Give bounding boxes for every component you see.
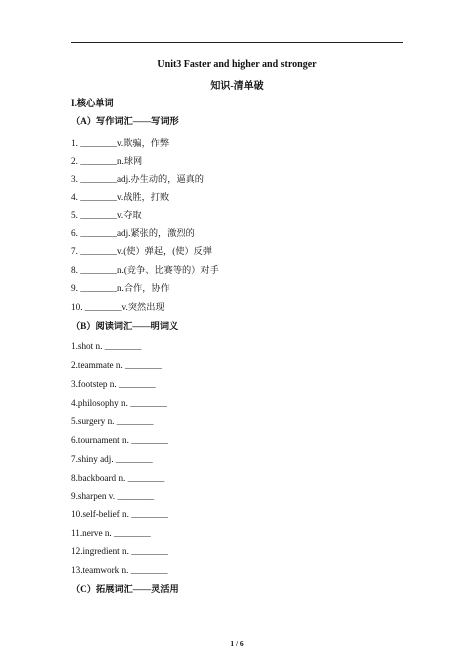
part-b-item: 7.shiny adj. ________ <box>71 454 153 464</box>
part-a-item: 6. ________adj.紧张的，激烈的 <box>71 228 195 238</box>
part-c-heading: （C）拓展词汇——灵活用 <box>71 584 179 594</box>
document-subtitle: 知识-清单破 <box>210 81 264 92</box>
part-a-item: 1. ________v.欺骗，作弊 <box>71 138 170 148</box>
part-b-item: 11.nerve n. ________ <box>71 528 151 538</box>
part-b-item: 10.self-belief n. ________ <box>71 509 168 519</box>
part-a-item: 4. ________v.战胜，打败 <box>71 192 170 202</box>
page-number: 1 / 6 <box>230 639 244 648</box>
part-b-item: 13.teamwork n. ________ <box>71 565 168 575</box>
part-b-item: 9.sharpen v. ________ <box>71 491 155 501</box>
document-title: Unit3 Faster and higher and stronger <box>157 59 317 70</box>
part-a-item: 10. ________v.突然出现 <box>71 302 165 312</box>
part-b-item: 5.surgery n. ________ <box>71 416 154 426</box>
part-a-heading: （A）写作词汇——写词形 <box>71 116 179 126</box>
part-b-item: 12.ingredient n. ________ <box>71 546 168 556</box>
part-b-item: 2.teammate n. ________ <box>71 360 162 370</box>
section-heading: I.核心单词 <box>71 98 114 108</box>
part-a-item: 3. ________adj.办生动的，逼真的 <box>71 174 204 184</box>
part-b-item: 4.philosophy n. ________ <box>71 398 167 408</box>
part-a-item: 9. ________n.合作，协作 <box>71 283 170 293</box>
part-a-item: 7. ________v.(使）弹起，(使）反弹 <box>71 246 213 256</box>
header-rule <box>71 42 403 43</box>
part-a-item: 5. ________v.夺取 <box>71 210 142 220</box>
part-b-item: 1.shot n. ________ <box>71 341 142 351</box>
part-a-item: 8. ________n.(竞争、比赛等的）对手 <box>71 265 219 275</box>
part-b-item: 8.backboard n. ________ <box>71 473 165 483</box>
part-b-item: 6.tournament n. ________ <box>71 435 168 445</box>
part-a-item: 2. ________n.球网 <box>71 156 143 166</box>
part-b-item: 3.footstep n. ________ <box>71 379 156 389</box>
part-b-heading: （B）阅读词汇——明词义 <box>71 321 179 331</box>
